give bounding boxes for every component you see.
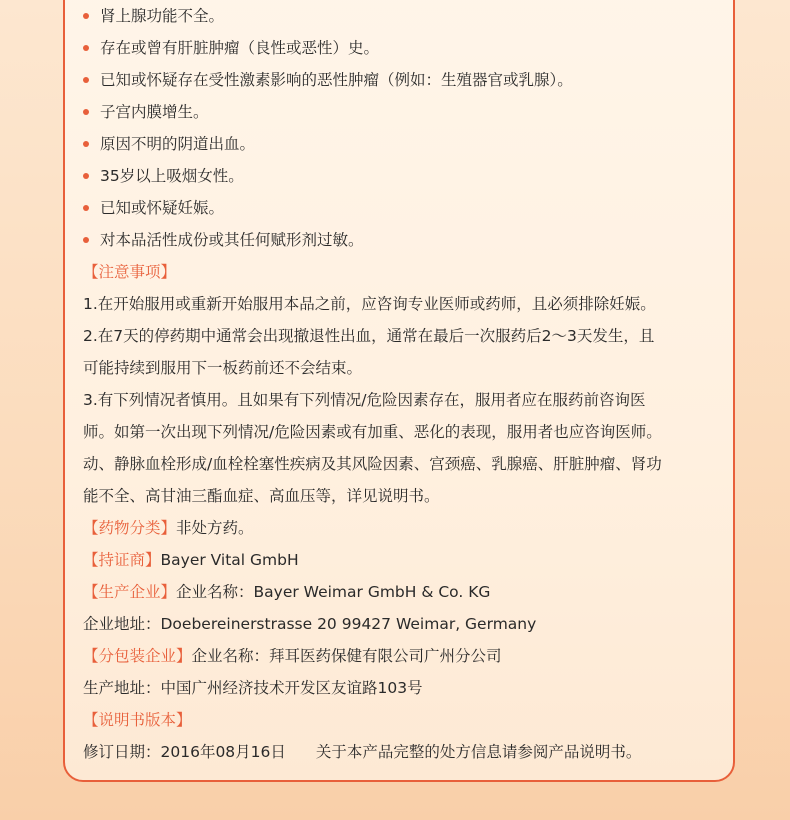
bullet-dot-icon <box>83 13 89 19</box>
packager-row <box>83 640 733 672</box>
precautions-line: 可能持续到服用下一板药前还不会结束。 <box>83 359 363 377</box>
precautions-line: 师。如第一次出现下列情况/危险因素或有加重、恶化的表现，服用者也应咨询医师。 <box>83 423 662 441</box>
classification-row <box>83 512 733 544</box>
list-item-text: 35岁以上吸烟女性。 <box>100 167 244 185</box>
manufacturer-row <box>83 576 733 608</box>
bullet-dot-icon <box>83 205 89 211</box>
version-row <box>83 736 733 768</box>
list-item-text: 原因不明的阴道出血。 <box>100 135 256 153</box>
manufacturer-address: 企业地址：Doebereinerstrasse 20 99427 Weimar, Germany <box>83 615 537 633</box>
revision-date: 修订日期：2016年08月16日 <box>83 743 286 761</box>
precautions-line: 能不全、高甘油三酯血症、高血压等，详见说明书。 <box>83 487 440 505</box>
precautions-line: 动、静脉血栓形成/血栓栓塞性疾病及其风险因素、宫颈癌、乳腺癌、肝脏肿瘤、肾功 <box>83 455 662 473</box>
packager-name: 企业名称：拜耳医药保健有限公司广州分公司 <box>191 647 502 665</box>
holder-row <box>83 544 733 576</box>
list-item <box>83 160 733 192</box>
version-heading <box>83 704 733 736</box>
packager-address: 生产地址：中国广州经济技术开发区友谊路103号 <box>83 679 423 697</box>
manufacturer-label: 【生产企业】 <box>83 583 177 601</box>
list-item <box>83 32 733 64</box>
list-item <box>83 64 733 96</box>
manufacturer-name: 企业名称：Bayer Weimar GmbH & Co. KG <box>176 583 491 601</box>
holder-label: 【持证商】 <box>83 551 161 569</box>
bullet-dot-icon <box>83 173 89 179</box>
list-item <box>83 96 733 128</box>
precautions-heading-label: 【注意事项】 <box>83 263 177 281</box>
leaflet-content <box>83 0 733 768</box>
holder-value: Bayer Vital GmbH <box>160 551 299 569</box>
classification-label: 【药物分类】 <box>83 519 177 537</box>
list-item-text: 子宫内膜增生。 <box>100 103 209 121</box>
list-item <box>83 128 733 160</box>
classification-value: 非处方药。 <box>176 519 254 537</box>
list-item-text: 已知或怀疑存在受性激素影响的恶性肿瘤（例如：生殖器官或乳腺）。 <box>100 71 573 89</box>
packager-label: 【分包装企业】 <box>83 647 192 665</box>
list-item-text: 存在或曾有肝脏肿瘤（良性或恶性）史。 <box>100 39 380 57</box>
bullet-dot-icon <box>83 77 89 83</box>
bullet-dot-icon <box>83 141 89 147</box>
list-item-text: 肾上腺功能不全。 <box>100 7 225 25</box>
bullet-dot-icon <box>83 109 89 115</box>
bullet-dot-icon <box>83 237 89 243</box>
contraindication-list <box>83 0 733 256</box>
version-note: 关于本产品完整的处方信息请参阅产品说明书。 <box>315 743 642 761</box>
precautions-line: 1.在开始服用或重新开始服用本品之前，应咨询专业医师或药师，且必须排除妊娠。 <box>83 295 656 313</box>
precautions-line: 3.有下列情况者慎用。且如果有下列情况/危险因素存在，服用者应在服药前咨询医 <box>83 391 646 409</box>
list-item <box>83 192 733 224</box>
list-item-text: 已知或怀疑妊娠。 <box>100 199 225 217</box>
list-item <box>83 224 733 256</box>
version-label: 【说明书版本】 <box>83 711 192 729</box>
precautions-heading <box>83 256 733 288</box>
list-item <box>83 0 733 32</box>
bullet-dot-icon <box>83 45 89 51</box>
precautions-line: 2.在7天的停药期中通常会出现撤退性出血，通常在最后一次服药后2～3天发生，且 <box>83 327 655 345</box>
list-item-text: 对本品活性成份或其任何赋形剂过敏。 <box>100 231 364 249</box>
